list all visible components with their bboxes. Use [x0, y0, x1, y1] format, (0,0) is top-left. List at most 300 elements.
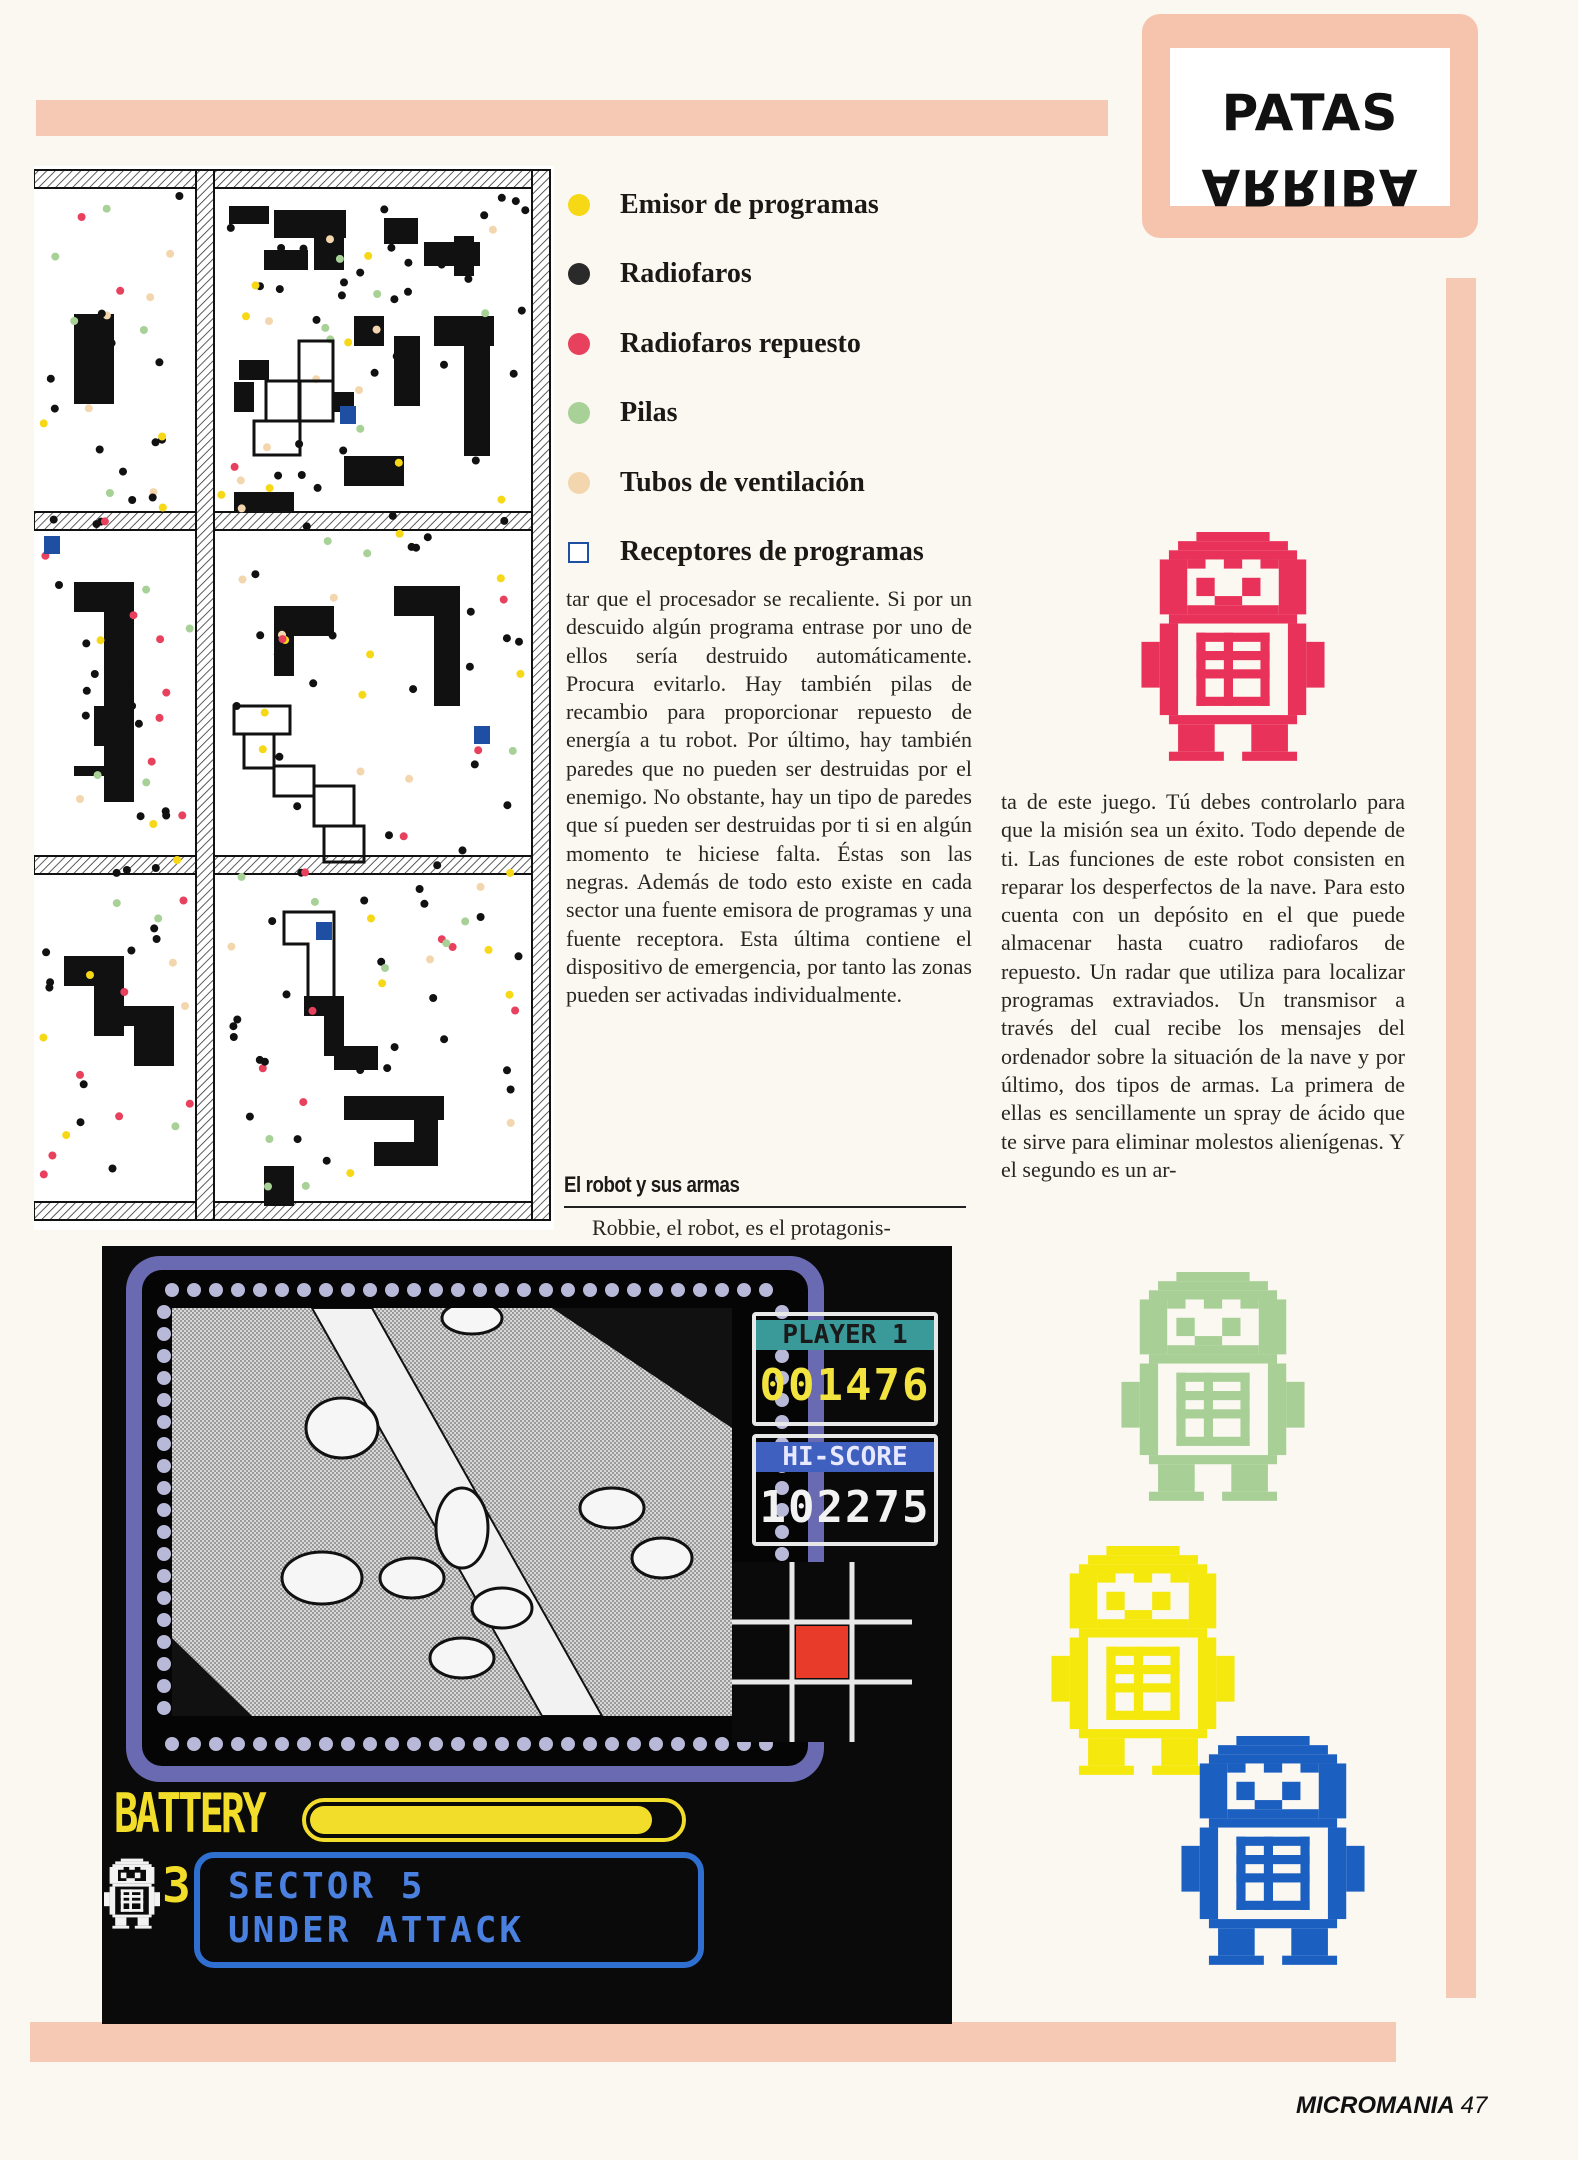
map-dot: [171, 1122, 179, 1130]
viewport-border-dot: [407, 1737, 421, 1751]
map-dot: [103, 205, 111, 213]
map-dot: [186, 625, 194, 633]
map-dot: [500, 596, 508, 604]
map-dot: [480, 211, 488, 219]
map-dot: [506, 869, 514, 877]
map-dot: [298, 471, 306, 479]
map-dot: [91, 670, 99, 678]
map-dot: [259, 745, 267, 753]
map-dot: [336, 255, 344, 263]
map-dot: [180, 897, 188, 905]
map-dot: [238, 873, 246, 881]
viewport-border-dot: [297, 1283, 311, 1297]
map-wall-right: [532, 170, 550, 1220]
map-dot: [238, 504, 246, 512]
legend-label: Radiofaros repuesto: [620, 327, 861, 359]
map-dot: [62, 1131, 70, 1139]
map-dot: [142, 778, 150, 786]
map-dot: [115, 1112, 123, 1120]
map-dot: [155, 358, 163, 366]
viewport-border-dot: [253, 1283, 267, 1297]
map-dot: [173, 856, 181, 864]
viewport-border-dot: [157, 1305, 171, 1319]
lives-count: 3: [162, 1858, 191, 1914]
viewport-border-dot: [157, 1437, 171, 1451]
map-receptor-square: [44, 536, 60, 554]
map-dot: [355, 386, 363, 394]
viewport-border-dot: [385, 1283, 399, 1297]
map-dot: [301, 868, 309, 876]
section-heading: El robot y sus armas: [564, 1172, 740, 1197]
map-wall-block: [394, 336, 420, 406]
map-dot: [113, 869, 121, 877]
map-dot: [360, 897, 368, 905]
map-dot: [109, 1165, 117, 1173]
map-dot: [261, 1058, 269, 1066]
viewport-border-dot: [561, 1737, 575, 1751]
map-dot: [507, 1086, 515, 1094]
map-dot: [242, 312, 250, 320]
map-wall-block: [384, 218, 418, 244]
map-dot: [85, 404, 93, 412]
map-wall-block: [464, 316, 490, 456]
map-dot: [326, 235, 334, 243]
viewport-border-dot: [407, 1283, 421, 1297]
map-wall-block: [344, 456, 404, 486]
player-score: 001476: [759, 1360, 931, 1411]
map-dot: [130, 611, 138, 619]
map-receptor-square: [474, 726, 490, 744]
viewport-border-dot: [605, 1737, 619, 1751]
battery-gauge: [302, 1798, 686, 1842]
map-dot: [277, 244, 285, 252]
viewport-border-dot: [517, 1283, 531, 1297]
legend-dot-icon: [568, 333, 590, 355]
map-dot: [383, 1064, 391, 1072]
map-dot: [378, 979, 386, 987]
legend-item-emisor: [568, 170, 988, 240]
viewport-border-dot: [583, 1737, 597, 1751]
map-dot: [279, 635, 287, 643]
map-dot: [42, 948, 50, 956]
map-wall-block: [134, 1006, 174, 1066]
map-dot: [278, 611, 286, 619]
map-dot: [128, 496, 136, 504]
viewport-border-dot: [165, 1737, 179, 1751]
game-scene: [172, 1308, 732, 1716]
viewport-border-dot: [561, 1283, 575, 1297]
viewport-border-dot: [319, 1737, 333, 1751]
map-dot: [321, 324, 329, 332]
legend-label: Radiofaros: [620, 258, 752, 290]
map-dot: [409, 685, 417, 693]
map-dot: [169, 959, 177, 967]
map-dot: [507, 1119, 515, 1127]
map-dot: [51, 405, 59, 413]
map-dot: [237, 476, 245, 484]
map-dot: [39, 1034, 47, 1042]
viewport-border-dot: [429, 1283, 443, 1297]
magazine-name: MICROMANIA: [1296, 2092, 1455, 2119]
map-dot: [500, 517, 508, 525]
map-dot: [96, 446, 104, 454]
map-dot: [48, 1152, 56, 1160]
map-dot: [489, 226, 497, 234]
map-dot: [153, 935, 161, 943]
map-dot: [472, 457, 480, 465]
viewport-border-dot: [385, 1737, 399, 1751]
map-dot: [303, 522, 311, 530]
legend-dot-icon: [568, 194, 590, 216]
status-message-box: [194, 1852, 704, 1968]
map-dot: [101, 517, 109, 525]
map-dot: [231, 463, 239, 471]
map-dot: [156, 635, 164, 643]
map-wall-top: [34, 170, 550, 188]
map-dot: [371, 369, 379, 377]
legend-label: Tubos de ventilación: [620, 466, 865, 498]
viewport-border-dot: [539, 1737, 553, 1751]
map-wall-block: [454, 236, 474, 276]
legend-dot-icon: [568, 263, 590, 285]
map-dot: [440, 632, 448, 640]
map-dot: [309, 1007, 317, 1015]
page-number: 47: [1460, 2092, 1488, 2119]
status-message-line-2: UNDER ATTACK: [228, 1910, 525, 1951]
viewport-border-dot: [451, 1283, 465, 1297]
map-dot: [40, 1170, 48, 1178]
viewport-border-dot: [157, 1657, 171, 1671]
map-dot: [227, 224, 235, 232]
viewport-border-dot: [157, 1459, 171, 1473]
map-dot: [261, 709, 269, 717]
map-wall-row2: [34, 856, 550, 874]
map-dot: [114, 675, 122, 683]
map-dot: [119, 468, 127, 476]
viewport-border-dot: [451, 1737, 465, 1751]
map-dot: [274, 472, 282, 480]
viewport-border-dot: [157, 1569, 171, 1583]
map-dot: [106, 489, 114, 497]
map-dot: [363, 473, 371, 481]
viewport-border-dot: [693, 1737, 707, 1751]
legend-label: Pilas: [620, 397, 678, 429]
robot-icon-blue: [1180, 1736, 1366, 1974]
map-dot: [78, 213, 86, 221]
map-dot: [459, 846, 467, 854]
viewport-border-dot: [165, 1283, 179, 1297]
legend-item-radiofaros: [568, 240, 988, 310]
map-dot: [265, 317, 273, 325]
viewport-border-dot: [297, 1737, 311, 1751]
map-dot: [76, 1071, 84, 1079]
map-dot: [521, 206, 529, 214]
lives-robot-icon: [104, 1858, 160, 1932]
map-wall-middle: [196, 170, 214, 1220]
map-dot: [464, 275, 472, 283]
map-dot: [356, 269, 364, 277]
viewport-border-dot: [157, 1481, 171, 1495]
map-dot: [330, 594, 338, 602]
map-dot: [239, 576, 247, 584]
map-dot: [121, 681, 129, 689]
viewport-border-dot: [209, 1737, 223, 1751]
map-dot: [481, 309, 489, 317]
map-dot: [137, 812, 145, 820]
map-dot: [356, 1066, 364, 1074]
map-dot: [154, 914, 162, 922]
map-dot: [395, 459, 403, 467]
map-dot: [511, 1007, 519, 1015]
map-dot: [80, 1080, 88, 1088]
viewport-border-dot: [715, 1283, 729, 1297]
map-dot: [503, 634, 511, 642]
map-dot: [408, 543, 416, 551]
map-dot: [471, 760, 479, 768]
robot-icon-red: [1140, 532, 1326, 770]
viewport-border-dot: [363, 1283, 377, 1297]
map-dot: [515, 638, 523, 646]
heading-rule: [564, 1206, 966, 1208]
map-wall-block: [94, 706, 134, 746]
map-dot: [86, 971, 94, 979]
map-dot: [509, 747, 517, 755]
viewport-border-dot: [157, 1327, 171, 1341]
map-dot: [252, 281, 260, 289]
map-dot: [389, 512, 397, 520]
map-dot: [93, 520, 101, 528]
viewport-border-dot: [157, 1613, 171, 1627]
map-wall-block: [234, 382, 254, 412]
map-dot: [152, 864, 160, 872]
map-dot: [390, 295, 398, 303]
map-dot: [108, 339, 116, 347]
map-dot: [466, 663, 474, 671]
viewport-border-dot: [253, 1737, 267, 1751]
map-dot: [146, 293, 154, 301]
map-legend: [568, 170, 988, 587]
player-label: PLAYER 1: [756, 1320, 934, 1350]
status-message-line-1: SECTOR 5: [228, 1866, 426, 1907]
map-dot: [515, 952, 523, 960]
map-dot: [358, 691, 366, 699]
map-dot: [162, 689, 170, 697]
viewport-border-dot: [157, 1503, 171, 1517]
map-dot: [142, 586, 150, 594]
map-dot: [123, 866, 131, 874]
viewport-border-dot: [627, 1737, 641, 1751]
map-dot: [329, 632, 337, 640]
map-receptor-square: [316, 922, 332, 940]
viewport-border-dot: [737, 1283, 751, 1297]
map-dot: [70, 317, 78, 325]
map-dot: [162, 812, 170, 820]
legend-dot-icon: [568, 402, 590, 424]
map-dot: [442, 939, 450, 947]
map-dot: [516, 670, 524, 678]
map-dot: [497, 574, 505, 582]
map-dot: [357, 768, 365, 776]
viewport-border-dot: [341, 1737, 355, 1751]
map-dot: [135, 720, 143, 728]
map-dot: [128, 702, 136, 710]
map-dot: [498, 194, 506, 202]
map-dot: [47, 375, 55, 383]
map-dot: [477, 913, 485, 921]
map-wall-block: [434, 586, 460, 706]
map-dot: [356, 425, 364, 433]
map-wall-block: [334, 1046, 378, 1070]
map-dot: [461, 917, 469, 925]
map-wall-block: [374, 1142, 434, 1166]
map-dot: [264, 1183, 272, 1191]
map-dot: [400, 832, 408, 840]
map-dot: [166, 250, 174, 258]
map-dot: [354, 328, 362, 336]
map-dot: [76, 795, 84, 803]
map-dot: [323, 1157, 331, 1165]
legend-square-icon: [568, 542, 589, 563]
viewport-border-dot: [693, 1283, 707, 1297]
viewport-border-dot: [429, 1737, 443, 1751]
map-dot: [50, 516, 58, 524]
map-dot: [299, 1098, 307, 1106]
map-dot: [152, 438, 160, 446]
viewport-border-dot: [157, 1591, 171, 1605]
map-dot: [396, 530, 404, 538]
badge-line-1: PATAS: [1221, 84, 1399, 142]
map-dot: [229, 1022, 237, 1030]
viewport-border-dot: [157, 1701, 171, 1715]
map-receptor-square: [340, 406, 356, 424]
robot-icon-green: [1120, 1272, 1306, 1510]
map-dot: [300, 245, 308, 253]
map-dot: [97, 636, 105, 644]
map-dot: [512, 197, 520, 205]
map-dot: [98, 310, 106, 318]
viewport-border-dot: [363, 1737, 377, 1751]
viewport-border-dot: [275, 1737, 289, 1751]
map-dot: [45, 984, 53, 992]
battery-gauge-fill: [310, 1806, 652, 1834]
viewport-border-dot: [209, 1283, 223, 1297]
viewport-border-dot: [157, 1679, 171, 1693]
viewport-border-dot: [671, 1737, 685, 1751]
map-dot: [324, 537, 332, 545]
viewport-border-dot: [187, 1737, 201, 1751]
map-dot: [373, 326, 381, 334]
section-badge-inner: [1170, 48, 1450, 216]
viewport-border-dot: [275, 1283, 289, 1297]
map-dot: [485, 946, 493, 954]
map-dot: [340, 278, 348, 286]
viewport-border-dot: [715, 1737, 729, 1751]
map-dot: [89, 597, 97, 605]
map-dot: [314, 484, 322, 492]
map-dot: [503, 1066, 511, 1074]
map-dot: [385, 831, 393, 839]
map-dot: [40, 419, 48, 427]
viewport-border-dot: [157, 1635, 171, 1649]
map-dot: [503, 801, 511, 809]
map-dot: [313, 316, 321, 324]
viewport-border-dot: [187, 1283, 201, 1297]
map-dot: [366, 650, 374, 658]
map-dot: [391, 1043, 399, 1051]
map-dot: [55, 581, 63, 589]
map-wall-block: [239, 360, 269, 380]
legend-label: Receptores de programas: [620, 536, 924, 568]
map-dot: [120, 988, 128, 996]
map-dot: [217, 491, 225, 499]
map-dot: [127, 947, 135, 955]
viewport-border-dot: [605, 1283, 619, 1297]
map-dot: [510, 370, 518, 378]
map-dot: [156, 714, 164, 722]
map-dot: [266, 484, 274, 492]
viewport-border-dot: [539, 1283, 553, 1297]
sector-map: [34, 166, 554, 1230]
map-dot: [380, 205, 388, 213]
map-dot: [263, 443, 271, 451]
map-dot: [405, 775, 413, 783]
map-dot: [178, 811, 186, 819]
map-dot: [497, 496, 505, 504]
map-dot: [175, 192, 183, 200]
player-score-panel: [752, 1312, 938, 1426]
map-dot: [363, 549, 371, 557]
radar-active-sector: [796, 1626, 848, 1678]
map-dot: [158, 433, 166, 441]
map-dot: [104, 357, 112, 365]
viewport-border-dot: [157, 1547, 171, 1561]
map-dot: [246, 1113, 254, 1121]
viewport-border-dot: [341, 1283, 355, 1297]
map-dot: [429, 994, 437, 1002]
map-dot: [149, 494, 157, 502]
map-wall-block: [264, 250, 308, 270]
map-dot: [293, 802, 301, 810]
article-column-1-bottom: Robbie, el robot, es el protagonis-: [592, 1215, 891, 1240]
map-dot: [274, 256, 282, 264]
legend-label: Emisor de programas: [620, 188, 879, 220]
top-decor-band: [36, 100, 1108, 136]
map-dot: [373, 290, 381, 298]
map-wall-row1: [34, 512, 550, 530]
map-dot: [438, 261, 446, 269]
map-dot: [230, 1033, 238, 1041]
map-dot: [82, 639, 90, 647]
legend-item-receptores: [568, 518, 988, 588]
map-dot: [311, 898, 319, 906]
viewport-border-dot: [495, 1283, 509, 1297]
map-dot: [150, 924, 158, 932]
map-dot: [467, 608, 475, 616]
map-dot: [346, 1169, 354, 1177]
game-play-area: [172, 1308, 732, 1716]
article-column-2: ta de este juego. Tú debes controlarlo para que la misión sea un éxito. Todo depende de ti. Las funciones de este robot consisten en reparar los desperfectos de la nave. Para esto cuenta con un depósito en el que puede almacenar hasta cuatro radiofaros de repuesto. Un radar que utiliza para localizar programas extraviados. Un transmisor a través del cual recibe los mensajes del ordenador sobre la situación de la nave y por último, dos tipos de armas. La primera de ellas es sencillamente un spray de ácido que te sirve para eliminar molestos alienígenas. Y el segundo es un ar-: [1001, 789, 1405, 1182]
map-dot: [344, 338, 352, 346]
map-dot: [294, 1135, 302, 1143]
map-dot: [233, 1016, 241, 1024]
legend-dot-icon: [568, 472, 590, 494]
viewport-border-dot: [759, 1283, 773, 1297]
map-dot: [364, 252, 372, 260]
map-dot: [404, 288, 412, 296]
viewport-border-dot: [583, 1283, 597, 1297]
map-dot: [148, 758, 156, 766]
map-dot: [477, 883, 485, 891]
